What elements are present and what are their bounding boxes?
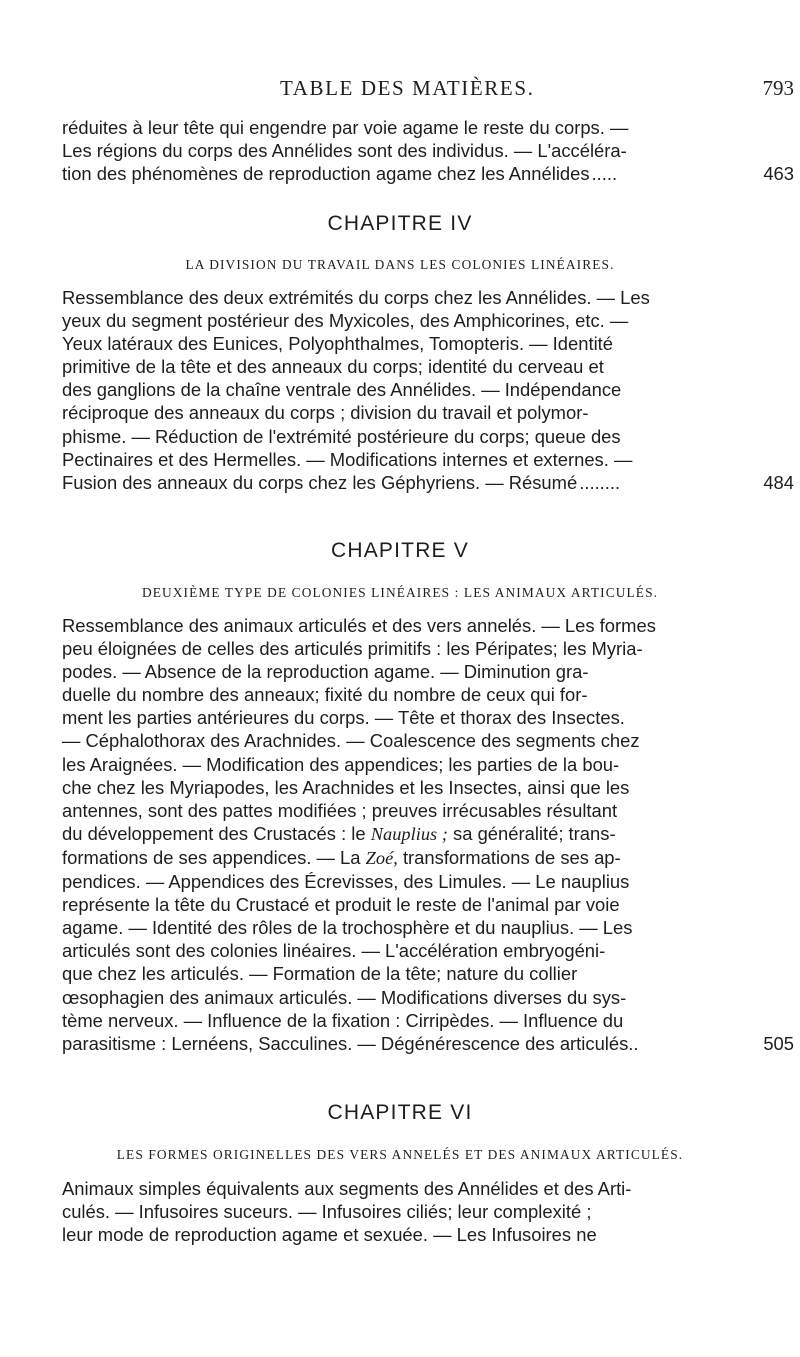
toc-entry-last-line [62, 471, 794, 494]
text-line: ment les parties antérieures du corps. — Tête et thorax des Insectes. [62, 707, 625, 729]
text-line: réciproque des anneaux du corps ; division du travail et polymor- [62, 402, 589, 424]
text-line: œsophagien des animaux articulés. — Modifications diverses du sys- [62, 986, 627, 1008]
toc-entry-last-line [62, 1032, 794, 1055]
dot-leader: ..... [591, 163, 618, 185]
text-line-with-italic [62, 822, 794, 846]
text-line: leur mode de reproduction agame et sexuée. — Les Infusoires ne [62, 1224, 597, 1246]
text-line: peu éloignées de celles des articulés primitifs : les Péripates; les Myria- [62, 638, 643, 660]
text-segment: formations de ses appendices. — La [62, 846, 361, 868]
toc-entry-chapter-6 [62, 1177, 794, 1246]
text-line-with-italic [62, 846, 794, 870]
running-header [112, 76, 794, 102]
text-line: primitive de la tête et des anneaux du corps; identité du cerveau et [62, 356, 604, 378]
text-segment: transformations de ses ap- [397, 846, 621, 868]
text-line: culés. — Infusoires suceurs. — Infusoires ciliés; leur complexité ; [62, 1201, 592, 1223]
chapter-title: CHAPITRE IV [327, 212, 473, 235]
text-line: réduites à leur tête qui engendre par voie agame le reste du corps. — [62, 117, 629, 138]
text-line: parasitisme : Lernéens, Sacculines. — Dégénérescence des articulés.. [62, 1032, 639, 1054]
page-number: 793 [762, 76, 794, 100]
chapter-subtitle: LES FORMES ORIGINELLES DES VERS ANNELÉS ET DES ANIMAUX ARTICULÉS. [116, 1147, 684, 1162]
running-title: TABLE DES MATIÈRES. [280, 76, 535, 100]
text-line: agame. — Identité des rôles de la trochosphère et du nauplius. — Les [62, 917, 633, 939]
text-segment: du développement des Crustacés : le [62, 822, 366, 844]
text-line: Animaux simples équivalents aux segments des Annélides et des Arti- [62, 1178, 632, 1199]
toc-entry-chapter-4 [62, 286, 794, 494]
text-line: Les régions du corps des Annélides sont des individus. — L'accéléra- [62, 140, 627, 162]
text-line: antennes, sont des pattes modifiées ; preuves irrécusables résultant [62, 799, 618, 821]
toc-page-ref: 463 [763, 163, 794, 185]
text-line: tion des phénomènes de reproduction agame chez les Annélides [62, 163, 590, 185]
text-line: duelle du nombre des anneaux; fixité du nombre de ceux qui for- [62, 684, 588, 706]
text-line: représente la tête du Crustacé et produit le reste de l'animal par voie [62, 894, 620, 916]
toc-entry-continuation [62, 116, 794, 185]
text-line: phisme. — Réduction de l'extrémité postérieure du corps; queue des [62, 425, 621, 447]
toc-entry-chapter-5 [62, 614, 794, 1055]
text-line: podes. — Absence de la reproduction agame. — Diminution gra- [62, 661, 589, 683]
chapter-subtitle: DEUXIÈME TYPE DE COLONIES LINÉAIRES : LES ANIMAUX ARTICULÉS. [141, 585, 659, 600]
text-line: Pectinaires et des Hermelles. — Modifications internes et externes. — [62, 448, 633, 470]
text-line: — Céphalothorax des Arachnides. — Coalescence des segments chez [62, 730, 640, 752]
text-line: tème nerveux. — Influence de la fixation : Cirripèdes. — Influence du [62, 1009, 624, 1031]
text-line: que chez les articulés. — Formation de la tête; nature du collier [62, 963, 578, 985]
dot-leader: ........ [579, 471, 621, 493]
chapter-title: CHAPITRE V [330, 539, 470, 562]
text-line: Ressemblance des animaux articulés et des vers annelés. — Les formes [62, 615, 656, 636]
text-line: articulés sont des colonies linéaires. — L'accélération embryogéni- [62, 940, 606, 962]
text-line: Yeux latéraux des Eunices, Polyophthalmes, Tomopteris. — Identité [62, 333, 614, 355]
toc-entry-last-line [62, 162, 794, 185]
chapter-subtitle: LA DIVISION DU TRAVAIL DANS LES COLONIES LINÉAIRES. [185, 257, 615, 272]
chapter-title: CHAPITRE VI [327, 1101, 473, 1124]
text-line: des ganglions de la chaîne ventrale des Annélides. — Indépendance [62, 379, 622, 401]
text-line: yeux du segment postérieur des Myxicoles, des Amphicorines, etc. — [62, 310, 629, 332]
italic-term-zoe: Zoé, [365, 847, 398, 868]
text-line: pendices. — Appendices des Écrevisses, des Limules. — Le nauplius [62, 871, 630, 893]
toc-page-ref: 505 [763, 1032, 794, 1054]
italic-term-nauplius: Nauplius ; [370, 823, 448, 844]
text-line: Fusion des anneaux du corps chez les Géphyriens. — Résumé [62, 471, 578, 493]
text-line: che chez les Myriapodes, les Arachnides et les Insectes, ainsi que les [62, 776, 630, 798]
text-segment: sa généralité; trans- [447, 822, 616, 844]
text-line: Ressemblance des deux extrémités du corps chez les Annélides. — Les [62, 287, 650, 308]
toc-page-ref: 484 [763, 471, 794, 493]
text-line: les Araignées. — Modification des appendices; les parties de la bou- [62, 753, 620, 775]
